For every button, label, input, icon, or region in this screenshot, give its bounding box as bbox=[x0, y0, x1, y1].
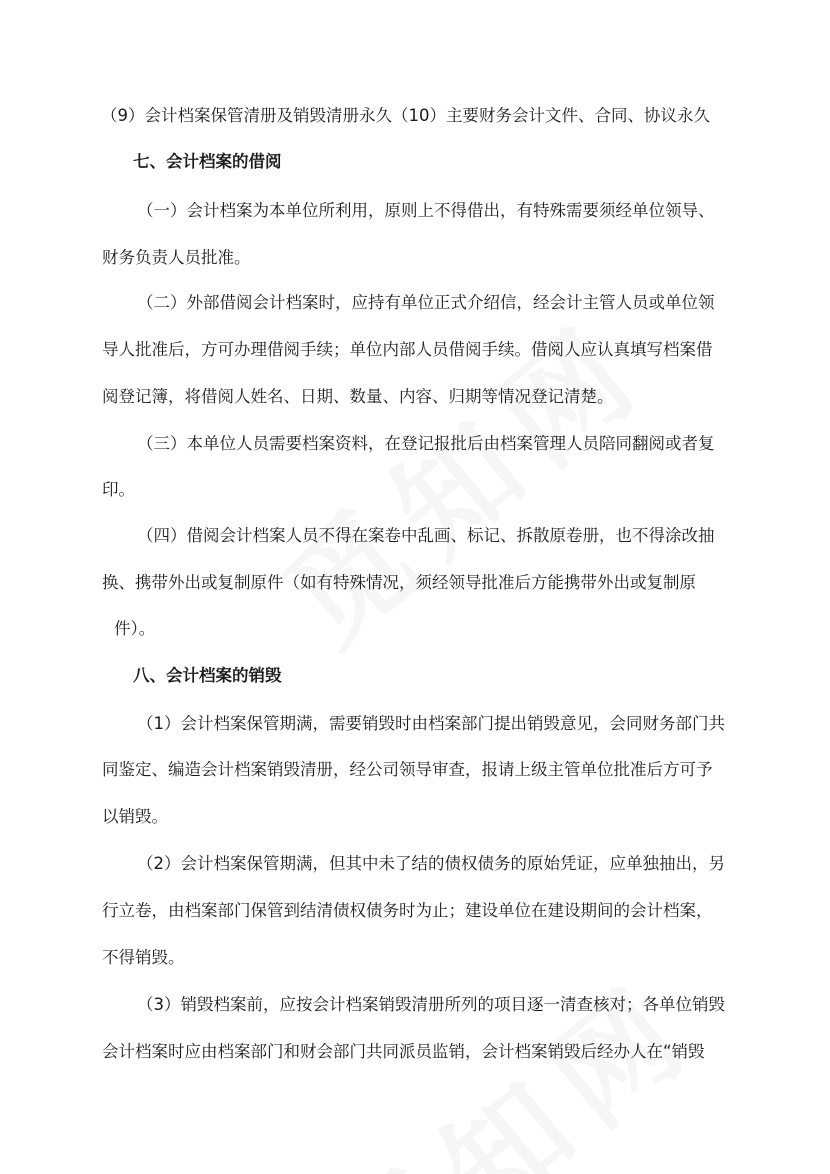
watermark bbox=[244, 275, 676, 677]
section-7-heading: 七、会计档案的借阅 bbox=[133, 152, 282, 171]
section-8-heading: 八、会计档案的销毁 bbox=[133, 666, 282, 685]
intro-line: （9）会计档案保管清册及销毁清册永久（10）主要财务会计文件、合同、协议永久 bbox=[101, 106, 710, 125]
section-8-p3-line-2: 会计档案时应由档案部门和财会部门共同派员监销，会计档案销毁后经办人在“销毁 bbox=[102, 1042, 705, 1061]
section-7-p4-line-1: （四）借阅会计档案人员不得在案卷中乱画、标记、拆散原卷册，也不得涂改抽 bbox=[137, 526, 715, 545]
section-7-p2-line-2: 导人批准后，方可办理借阅手续；单位内部人员借阅手续。借阅人应认真填写档案借 bbox=[102, 340, 713, 359]
section-8-p3-line-1: （3）销毁档案前，应按会计档案销毁清册所列的项目逐一清查核对；各单位销毁 bbox=[137, 995, 725, 1014]
section-7-p1-line-1: （一）会计档案为本单位所利用，原则上不得借出，有特殊需要须经单位领导、 bbox=[137, 201, 715, 220]
section-8-p1-line-2: 同鉴定、编造会计档案销毁清册，经公司领导审查，报请上级主管单位批准后方可予 bbox=[102, 760, 713, 779]
section-7-p3-line-2: 印。 bbox=[102, 480, 135, 499]
section-7-p3-line-1: （三）本单位人员需要档案资料，在登记报批后由档案管理人员陪同翻阅或者复 bbox=[137, 434, 715, 453]
section-8-p1-line-1: （1）会计档案保管期满，需要销毁时由档案部门提出销毁意见，会同财务部门共 bbox=[137, 714, 725, 733]
section-7-p1-line-2: 财务负责人员批准。 bbox=[102, 248, 251, 267]
section-8-p2-line-2: 行立卷，由档案部门保管到结清债权债务时为止；建设单位在建设期间的会计档案， bbox=[102, 901, 713, 920]
section-7-p2-line-3: 阅登记簿，将借阅人姓名、日期、数量、内容、归期等情况登记清楚。 bbox=[102, 387, 614, 406]
section-7-p4-line-2: 换、携带外出或复制原件（如有特殊情况，须经领导批准后方能携带外出或复制原 bbox=[102, 573, 696, 592]
section-7-p4-line-3: 件）。 bbox=[114, 619, 156, 638]
section-8-p1-line-3: 以销毁。 bbox=[102, 807, 168, 826]
section-7-p2-line-1: （二）外部借阅会计档案时，应持有单位正式介绍信，经会计主管人员或单位领 bbox=[137, 293, 715, 312]
section-8-p2-line-3: 不得销毁。 bbox=[102, 948, 185, 967]
section-8-p2-line-1: （2）会计档案保管期满，但其中未了结的债权债务的原始凭证，应单独抽出，另 bbox=[137, 854, 725, 873]
